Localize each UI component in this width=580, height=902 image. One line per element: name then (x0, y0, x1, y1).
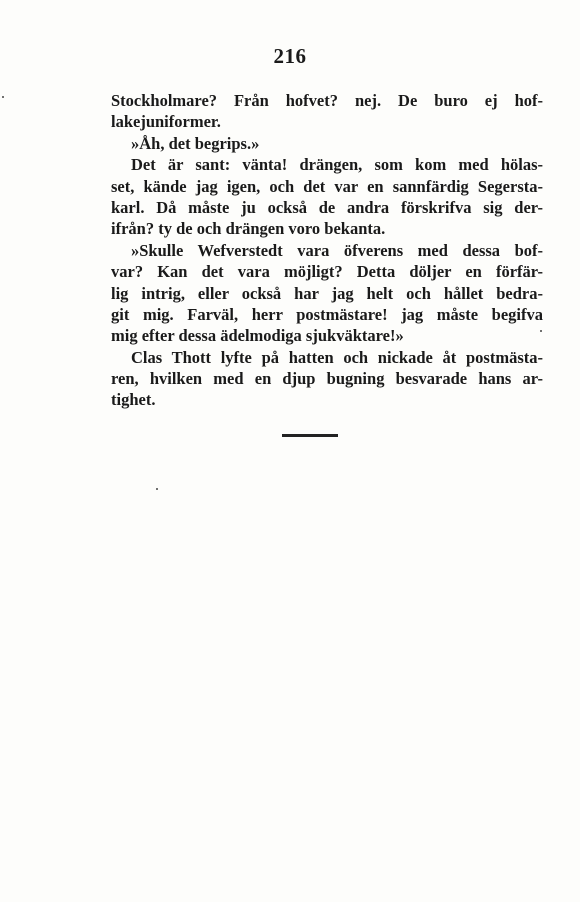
text-line: git mig. Farväl, herr postmästare! jag måste begifva (111, 304, 543, 324)
text-line: Stockholmare? Från hofvet? nej. De buro ej hof- (111, 91, 543, 110)
page-number: 216 (273, 44, 307, 68)
text-line: lig intrig, eller också har jag helt och hållet bedra- (111, 283, 543, 303)
text-line: ren, hvilken med en djup bugning besvarade hans ar- (111, 369, 543, 389)
text-line: Clas Thott lyfte på hatten och nickade åt postmästa- (131, 347, 543, 367)
print-speck (540, 330, 542, 332)
print-speck (2, 96, 4, 98)
body-text (111, 90, 543, 411)
print-speck (156, 488, 158, 490)
text-line: mig efter dessa ädelmodiga sjukväktare!» (111, 326, 404, 346)
text-line: ifrån? ty de och drängen voro bekanta. (111, 219, 386, 239)
text-line: »Skulle Wefverstedt vara öfverens med dessa bof- (131, 240, 543, 260)
text-line: karl. Då måste ju också de andra förskrifva sig der- (111, 197, 543, 217)
text-line: tighet. (111, 390, 156, 410)
text-line: lakejuniformer. (111, 112, 221, 132)
text-line: Det är sant: vänta! drängen, som kom med hölas- (131, 155, 543, 175)
text-line: var? Kan det vara möjligt? Detta döljer en förfär- (111, 262, 543, 282)
text-line: set, kände jag igen, och det var en sannfärdig Segersta- (111, 176, 543, 196)
text-line: »Åh, det begrips.» (131, 133, 260, 153)
section-divider (282, 434, 338, 437)
